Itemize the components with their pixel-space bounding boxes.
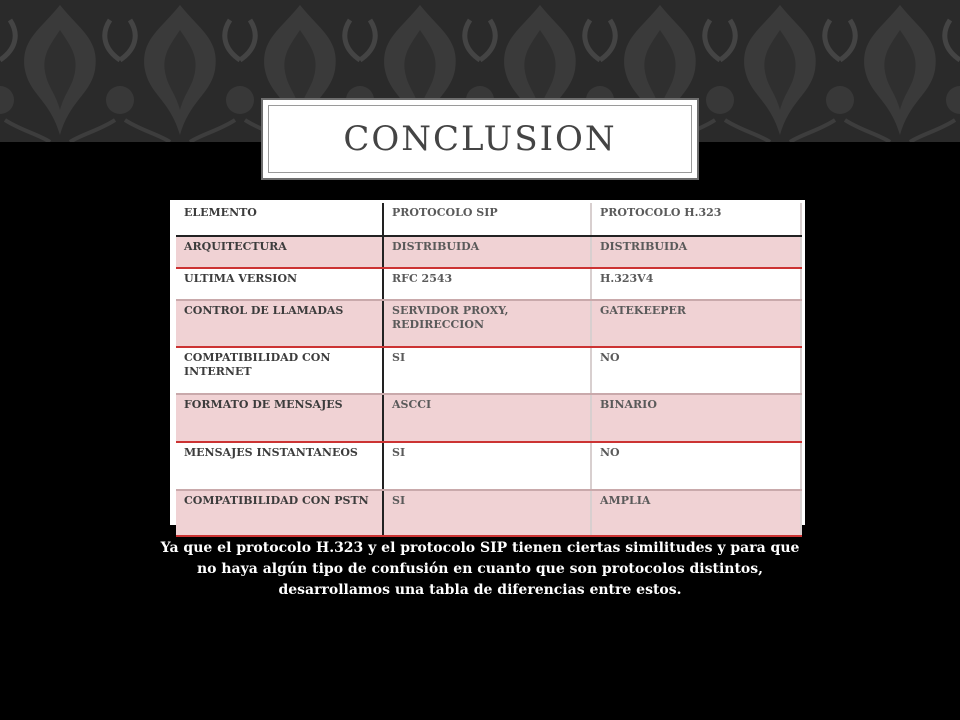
table-cell-element: FORMATO DE MENSAJES xyxy=(176,394,383,442)
table-cell-sip: ASCCI xyxy=(383,394,591,442)
table-row xyxy=(176,394,801,442)
table-row xyxy=(176,236,801,268)
table-cell-h323: BINARIO xyxy=(591,394,801,442)
table-cell-sip: SI xyxy=(383,347,591,394)
table-cell-sip: RFC 2543 xyxy=(383,268,591,300)
table-cell-element: ULTIMA VERSION xyxy=(176,268,383,300)
table-header-row xyxy=(176,203,801,236)
table-cell-element: COMPATIBILIDAD CON PSTN xyxy=(176,490,383,536)
slide-caption: Ya que el protocolo H.323 y el protocolo SIP tienen ciertas similitudes y para que no haya algún tipo de confusión en cuanto que son protocolos distintos, desarrollamos una tabla de diferencias entre estos. xyxy=(160,540,800,598)
slide-title: CONCLUSION xyxy=(343,119,617,159)
table-row xyxy=(176,490,801,536)
table-row xyxy=(176,347,801,394)
title-box-inner xyxy=(268,105,692,173)
header-cell-elemento: ELEMENTO xyxy=(176,203,383,236)
table-cell-h323: DISTRIBUIDA xyxy=(591,236,801,268)
title-box xyxy=(261,98,699,180)
table-cell-element: COMPATIBILIDAD CON INTERNET xyxy=(176,347,383,394)
table-row xyxy=(176,442,801,490)
comparison-table xyxy=(176,203,802,537)
table-cell-h323: H.323V4 xyxy=(591,268,801,300)
comparison-table-image xyxy=(170,200,805,525)
table-cell-h323: AMPLIA xyxy=(591,490,801,536)
table-cell-h323: NO xyxy=(591,442,801,490)
table-cell-sip: DISTRIBUIDA xyxy=(383,236,591,268)
table-cell-element: ARQUITECTURA xyxy=(176,236,383,268)
table-cell-h323: NO xyxy=(591,347,801,394)
table-cell-sip: SI xyxy=(383,442,591,490)
table-cell-element: CONTROL DE LLAMADAS xyxy=(176,300,383,347)
header-cell-h323: PROTOCOLO H.323 xyxy=(591,203,801,236)
table-row xyxy=(176,268,801,300)
table-cell-sip: SI xyxy=(383,490,591,536)
header-cell-sip: PROTOCOLO SIP xyxy=(383,203,591,236)
table-row xyxy=(176,300,801,347)
table-cell-h323: GATEKEEPER xyxy=(591,300,801,347)
table-cell-sip: SERVIDOR PROXY, REDIRECCION xyxy=(383,300,591,347)
table-cell-element: MENSAJES INSTANTANEOS xyxy=(176,442,383,490)
